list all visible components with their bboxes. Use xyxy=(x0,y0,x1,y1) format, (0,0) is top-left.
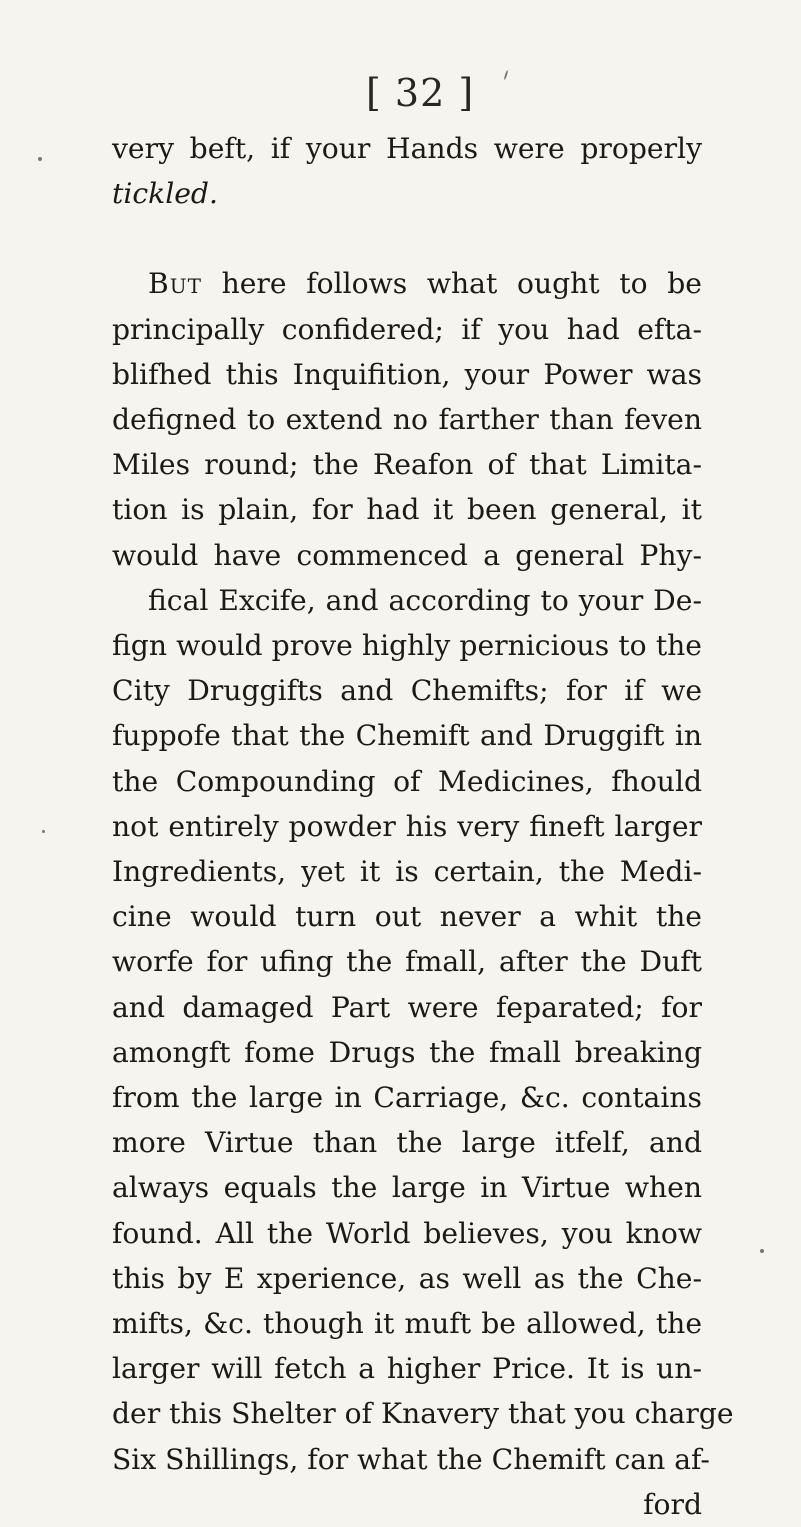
text-line: Miles round; the Reafon of that Limita- xyxy=(112,448,702,482)
text-line: tion is plain, for had it been general, it xyxy=(112,493,702,527)
text-line: very beft, if your Hands were properly xyxy=(112,132,702,165)
text-line: cine would turn out never a whit the xyxy=(112,900,702,934)
text-line: fuppofe that the Chemift and Druggift in xyxy=(112,719,702,753)
text-line: and damaged Part were feparated; for xyxy=(112,990,702,1024)
text-line: mifts, &c. though it muft be allowed, the xyxy=(112,1307,702,1341)
small-caps-opening-word: But xyxy=(148,267,202,301)
text-line: principally confidered; if you had efta- xyxy=(112,312,702,346)
paper-speck xyxy=(42,830,45,833)
opening-line-rest: here follows what ought to be xyxy=(201,267,702,301)
text-line: would have commenced a general Phy- xyxy=(112,538,702,572)
text-line: always equals the large in Virtue when xyxy=(112,1171,702,1205)
text-line: City Druggifts and Chemifts; for if we xyxy=(112,674,702,708)
text-line: defigned to extend no farther than feven xyxy=(112,403,702,437)
text-line: the Compounding of Medicines, fhould xyxy=(112,764,702,798)
text-line: found. All the World believes, you know xyxy=(112,1216,702,1250)
text-line: from the large in Carriage, &c. contains xyxy=(112,1081,702,1115)
text-line: not entirely powder his very fineft larger xyxy=(112,809,702,843)
text-line: fical Excife, and according to your De- xyxy=(148,583,702,617)
catchword: ford xyxy=(643,1487,702,1521)
text-line: der this Shelter of Knavery that you charge xyxy=(112,1397,734,1431)
text-line: more Virtue than the large itfelf, and xyxy=(112,1126,702,1160)
text-line: worfe for ufing the fmall, after the Duft xyxy=(112,945,702,979)
paper-speck xyxy=(760,1249,764,1253)
text-line-italic: tickled. xyxy=(112,177,218,211)
body-text xyxy=(112,126,734,1527)
paper-speck xyxy=(504,70,509,80)
page-number: [ 32 ] xyxy=(366,71,475,115)
text-line: Ingredients, yet it is certain, the Medi- xyxy=(112,855,702,889)
text-line: fign would prove highly pernicious to the xyxy=(112,629,702,663)
text-line: this by E xperience, as well as the Che- xyxy=(112,1261,702,1295)
text-line: blifhed this Inquifition, your Power was xyxy=(112,357,702,391)
text-line: Six Shillings, for what the Chemift can af- xyxy=(112,1442,710,1476)
text-line: amongft fome Drugs the fmall breaking xyxy=(112,1035,702,1069)
paragraph-gap xyxy=(112,216,702,261)
paper-speck xyxy=(38,157,42,161)
paragraph-opening-line xyxy=(112,261,702,306)
text-line: larger will fetch a higher Price. It is un- xyxy=(112,1352,702,1386)
